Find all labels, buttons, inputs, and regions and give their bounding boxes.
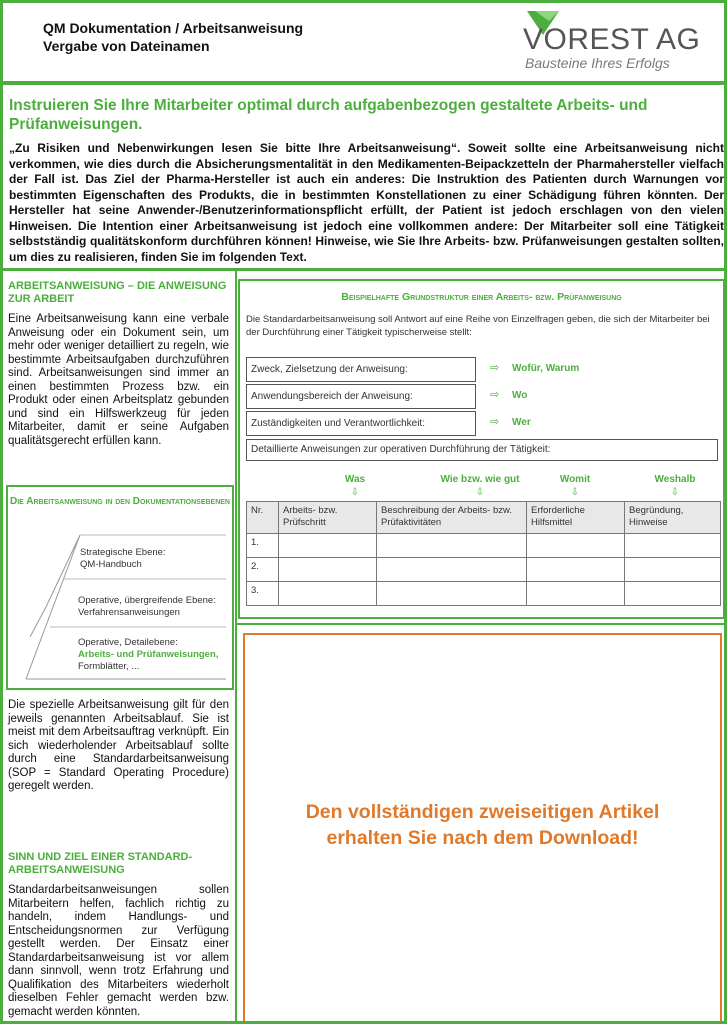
section-heading-arbeitsanweisung: ARBEITSANWEISUNG – DIE ANWEISUNG ZUR ARBEIT <box>8 280 227 305</box>
table-header: Begründung, Hinweise <box>625 502 721 534</box>
row-number: 3. <box>247 582 279 606</box>
company-logo <box>521 5 721 77</box>
table-header: Beschreibung der Arbeits- bzw. Prüfaktivitäten <box>377 502 527 534</box>
table-header: Nr. <box>247 502 279 534</box>
table-row <box>247 558 721 582</box>
pyramid-diagram <box>6 485 234 690</box>
table-header-row <box>247 502 721 534</box>
detail-instructions-box: Detaillierte Anweisungen zur operativen Durchführung der Tätigkeit: <box>246 439 718 461</box>
pyramid-title: Die Arbeitsanweisung in den Dokumentationsebenen <box>10 496 230 507</box>
section-heading-sinn-und-ziel: SINN UND ZIEL EINER STANDARD-ARBEITSANWEISUNG <box>8 851 193 876</box>
document-title <box>43 19 303 55</box>
structure-table <box>246 501 721 606</box>
column-hint-weshalb: Weshalb <box>654 474 696 485</box>
arrow-right-icon: ⇨ <box>490 362 500 374</box>
download-notice: Den vollständigen zweiseitigen Artikel erhalten Sie nach dem Download! <box>305 801 660 849</box>
logo-tagline: Bausteine Ihres Erfolgs <box>525 55 670 71</box>
answer-anwendungsbereich: Wo <box>512 390 528 401</box>
section-text-arbeitsanweisung: Eine Arbeitsanweisung kann eine verbale Anweisung oder ein Dokument sein, um mehr oder weniger detailliert zu regeln, wie bestimmte Arbeitsaufgaben durchzuführen sind. Arbeitsanweisungen sind immer an einen bestimmten Prozess bzw. ein Produkt oder einen Arbeitsplatz gebunden und sind ein Hilfswerkzeug für jeden Mitarbeiter, damit er seine Aufgaben qualitätsgerecht erfüllen kann. <box>8 313 229 447</box>
row-number: 2. <box>247 558 279 582</box>
table-header: Erforderliche Hilfsmittel <box>527 502 625 534</box>
section-text-spezielle: Die spezielle Arbeitsanweisung gilt für den jeweils genannten Arbeitsablauf. Sie ist meist mit dem Arbeitsauftrag verknüpft. Ein sich wiederholender Arbeitsablauf sollte durch eine Standardarbeitsanweisung (SOP = Standard Operating Procedure) geregelt werden. <box>8 699 229 792</box>
arrow-down-icon: ⇩ <box>670 487 680 498</box>
answer-zweck: Wofür, Warum <box>512 363 580 374</box>
question-box-anwendungsbereich: Anwendungsbereich der Anweisung: <box>246 384 476 409</box>
arrow-down-icon: ⇩ <box>350 487 360 498</box>
answer-zustaendigkeiten: Wer <box>512 417 531 428</box>
download-notice-box <box>243 633 722 1024</box>
table-header: Arbeits- bzw. Prüfschritt <box>279 502 377 534</box>
structure-title: Beispielhafte Grundstruktur einer Arbeits- bzw. Prüfanweisung <box>341 291 622 303</box>
row-number: 1. <box>247 534 279 558</box>
logo-name: VOREST AG <box>523 23 701 56</box>
arrow-right-icon: ⇨ <box>490 416 500 428</box>
pyramid-level-detail: Operative, Detailebene: Arbeits- und Prüfanweisungen, Formblätter, ... <box>78 637 219 672</box>
arrow-right-icon: ⇨ <box>490 389 500 401</box>
title-line-1: QM Dokumentation / Arbeitsanweisung <box>43 20 304 36</box>
right-divider <box>236 623 727 625</box>
question-box-zweck: Zweck, Zielsetzung der Anweisung: <box>246 357 476 382</box>
intro-paragraph: „Zu Risiken und Nebenwirkungen lesen Sie bitte Ihre Arbeitsanweisung“. Soweit sollte eine Arbeitsanweisung nicht verkommen, wie dies durch die Absicherungsmentalität in den Medikamenten-Beipackzetteln der Pharmahersteller vielfach der Fall ist. Das Ziel der Pharma-Hersteller ist auch ein anderes: Die Instruktion des Patienten durch Warnungen vor bestimmten Eigenschaften des Produkts, die in bestimmten Konstellationen zu einer Schädigung führen könnten. Der Hersteller hat seine Anwender-/Benutzerinformationspflicht erfüllt, der Patient ist jedoch erschlagen von den vielen Hinweisen. Die Intention einer Arbeitsanweisung ist jedoch eine vollkommen andere: Der Mitarbeiter soll eine Tätigkeit selbstständig qualitätskonform durchführen können! Hinweise, wie Sie Ihre Arbeits- bzw. Prüfanweisungen gestalten sollten, um dies zu realisieren, finden Sie im folgenden Text. <box>9 141 724 264</box>
structure-intro: Die Standardarbeitsanweisung soll Antwort auf eine Reihe von Einzelfragen geben, die sich der Mitarbeiter bei der Durchführung einer Tätigkeit typischerweise stellt: <box>246 314 710 338</box>
arrow-down-icon: ⇩ <box>570 487 580 498</box>
headline: Instruieren Sie Ihre Mitarbeiter optimal durch aufgabenbezogen gestaltete Arbeits- und Prüfanweisungen. <box>9 97 648 133</box>
title-line-2: Vergabe von Dateinamen <box>43 38 210 54</box>
table-row <box>247 582 721 606</box>
table-row <box>247 534 721 558</box>
column-hint-womit: Womit <box>559 474 591 485</box>
column-hint-wie: Wie bzw. wie gut <box>440 474 520 485</box>
pyramid-level-operative: Operative, übergreifende Ebene: Verfahrensanweisungen <box>78 595 216 618</box>
pyramid-level-strategic: Strategische Ebene: QM-Handbuch <box>80 547 166 570</box>
arrow-down-icon: ⇩ <box>475 487 485 498</box>
header-divider <box>3 81 727 85</box>
structure-box <box>238 279 725 619</box>
section-text-sinn-und-ziel: Standardarbeitsanweisungen sollen Mitarbeitern helfen, fachlich richtig zu handeln, indem Handlungs- und Entscheidungsnormen zur Verfügung gestellt werden. Der Einsatz einer Standardarbeitsanweisung ist vor allem dann sinnvoll, wenn trotz Erfahrung und Qualifikation des Mitarbeiters wiederholt dieselben Fehler gemacht werden bzw. gemacht werden könnten. <box>8 884 229 1018</box>
question-box-zustaendigkeiten: Zuständigkeiten und Verantwortlichkeit: <box>246 411 476 436</box>
column-hint-was: Was <box>344 474 366 485</box>
